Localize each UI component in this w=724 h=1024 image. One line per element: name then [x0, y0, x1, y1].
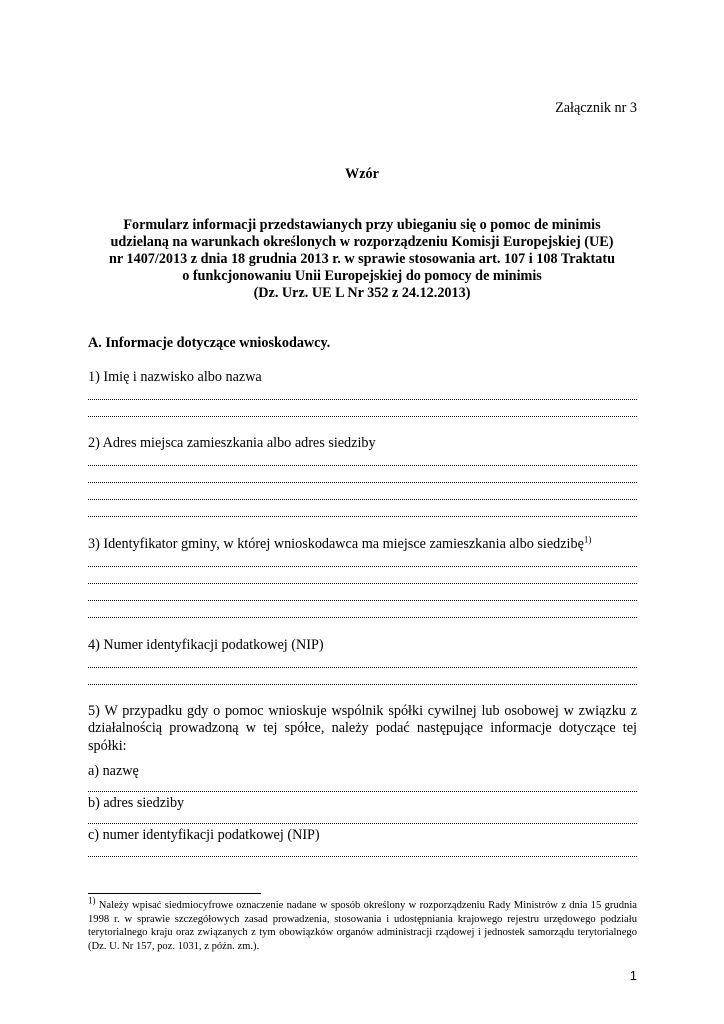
title-line: (Dz. Urz. UE L Nr 352 z 24.12.2013)	[253, 285, 471, 301]
field-3-label-text: 3) Identyfikator gminy, w której wnioskodawca ma miejsce zamieszkania albo siedzibę	[88, 536, 584, 552]
field-5-description: 5) W przypadku gdy o pomoc wnioskuje wspólnik spółki cywilnej lub osobowej w związku z działalnością prowadzoną w tej spółce, należy podać następujące informacje dotyczące tej spółki:	[88, 703, 637, 754]
field-2-fill-line-3[interactable]	[88, 499, 637, 500]
field-5b-fill-line[interactable]	[88, 823, 637, 824]
field-3-fill-line-4[interactable]	[88, 617, 637, 618]
field-4-fill-line-2[interactable]	[88, 684, 637, 685]
field-2-label: 2) Adres miejsca zamieszkania albo adres siedziby	[88, 435, 376, 451]
field-5c-label: c) numer identyfikacji podatkowej (NIP)	[88, 827, 320, 843]
field-5b-label: b) adres siedziby	[88, 795, 185, 811]
field-1-fill-line-1[interactable]	[88, 399, 637, 400]
field-3-fill-line-3[interactable]	[88, 600, 637, 601]
field-2-fill-line-1[interactable]	[88, 465, 637, 466]
footnote-separator	[88, 893, 261, 894]
annex-label: Załącznik nr 3	[555, 100, 637, 116]
field-5c-fill-line[interactable]	[88, 856, 637, 857]
footnote	[88, 895, 637, 953]
field-3-fill-line-1[interactable]	[88, 566, 637, 567]
field-3-fill-line-2[interactable]	[88, 583, 637, 584]
title-line: o funkcjonowaniu Unii Europejskiej do pomocy de minimis	[182, 268, 542, 284]
title-line: nr 1407/2013 z dnia 18 grudnia 2013 r. w sprawie stosowania art. 107 i 108 Traktatu	[109, 251, 615, 267]
footnote-text: Należy wpisać siedmiocyfrowe oznaczenie nadane w sposób określony w rozporządzeniu Rady Ministrów z dnia 15 grudnia 1998 r. w sprawie szczegółowych zasad prowadzenia, stosowania i udostępniania krajowego rejestru urzędowego podziału terytorialnego kraju oraz związanych z tym obowiązków organów administracji rządowej i jednostek samorządu terytorialnego (Dz. U. Nr 157, poz. 1031, z późn. zm.).	[88, 900, 637, 952]
footnote-mark: 1)	[88, 895, 96, 906]
field-4-label: 4) Numer identyfikacji podatkowej (NIP)	[88, 637, 324, 653]
field-1-fill-line-2[interactable]	[88, 416, 637, 417]
title-line: udzielaną na warunkach określonych w rozporządzeniu Komisji Europejskiej (UE)	[110, 234, 614, 250]
title-line: Formularz informacji przedstawianych przy ubieganiu się o pomoc de minimis	[123, 217, 601, 233]
pattern-label: Wzór	[345, 166, 379, 182]
field-3-label	[88, 536, 591, 553]
page-number: 1	[629, 968, 637, 983]
field-1-label: 1) Imię i nazwisko albo nazwa	[88, 369, 262, 385]
section-a-heading: A. Informacje dotyczące wnioskodawcy.	[88, 335, 331, 351]
field-5a-label: a) nazwę	[88, 763, 139, 779]
footnote-reference: 1)	[583, 534, 592, 545]
form-title	[87, 217, 637, 302]
field-2-fill-line-2[interactable]	[88, 482, 637, 483]
field-5a-fill-line[interactable]	[88, 791, 637, 792]
field-2-fill-line-4[interactable]	[88, 516, 637, 517]
field-4-fill-line-1[interactable]	[88, 667, 637, 668]
